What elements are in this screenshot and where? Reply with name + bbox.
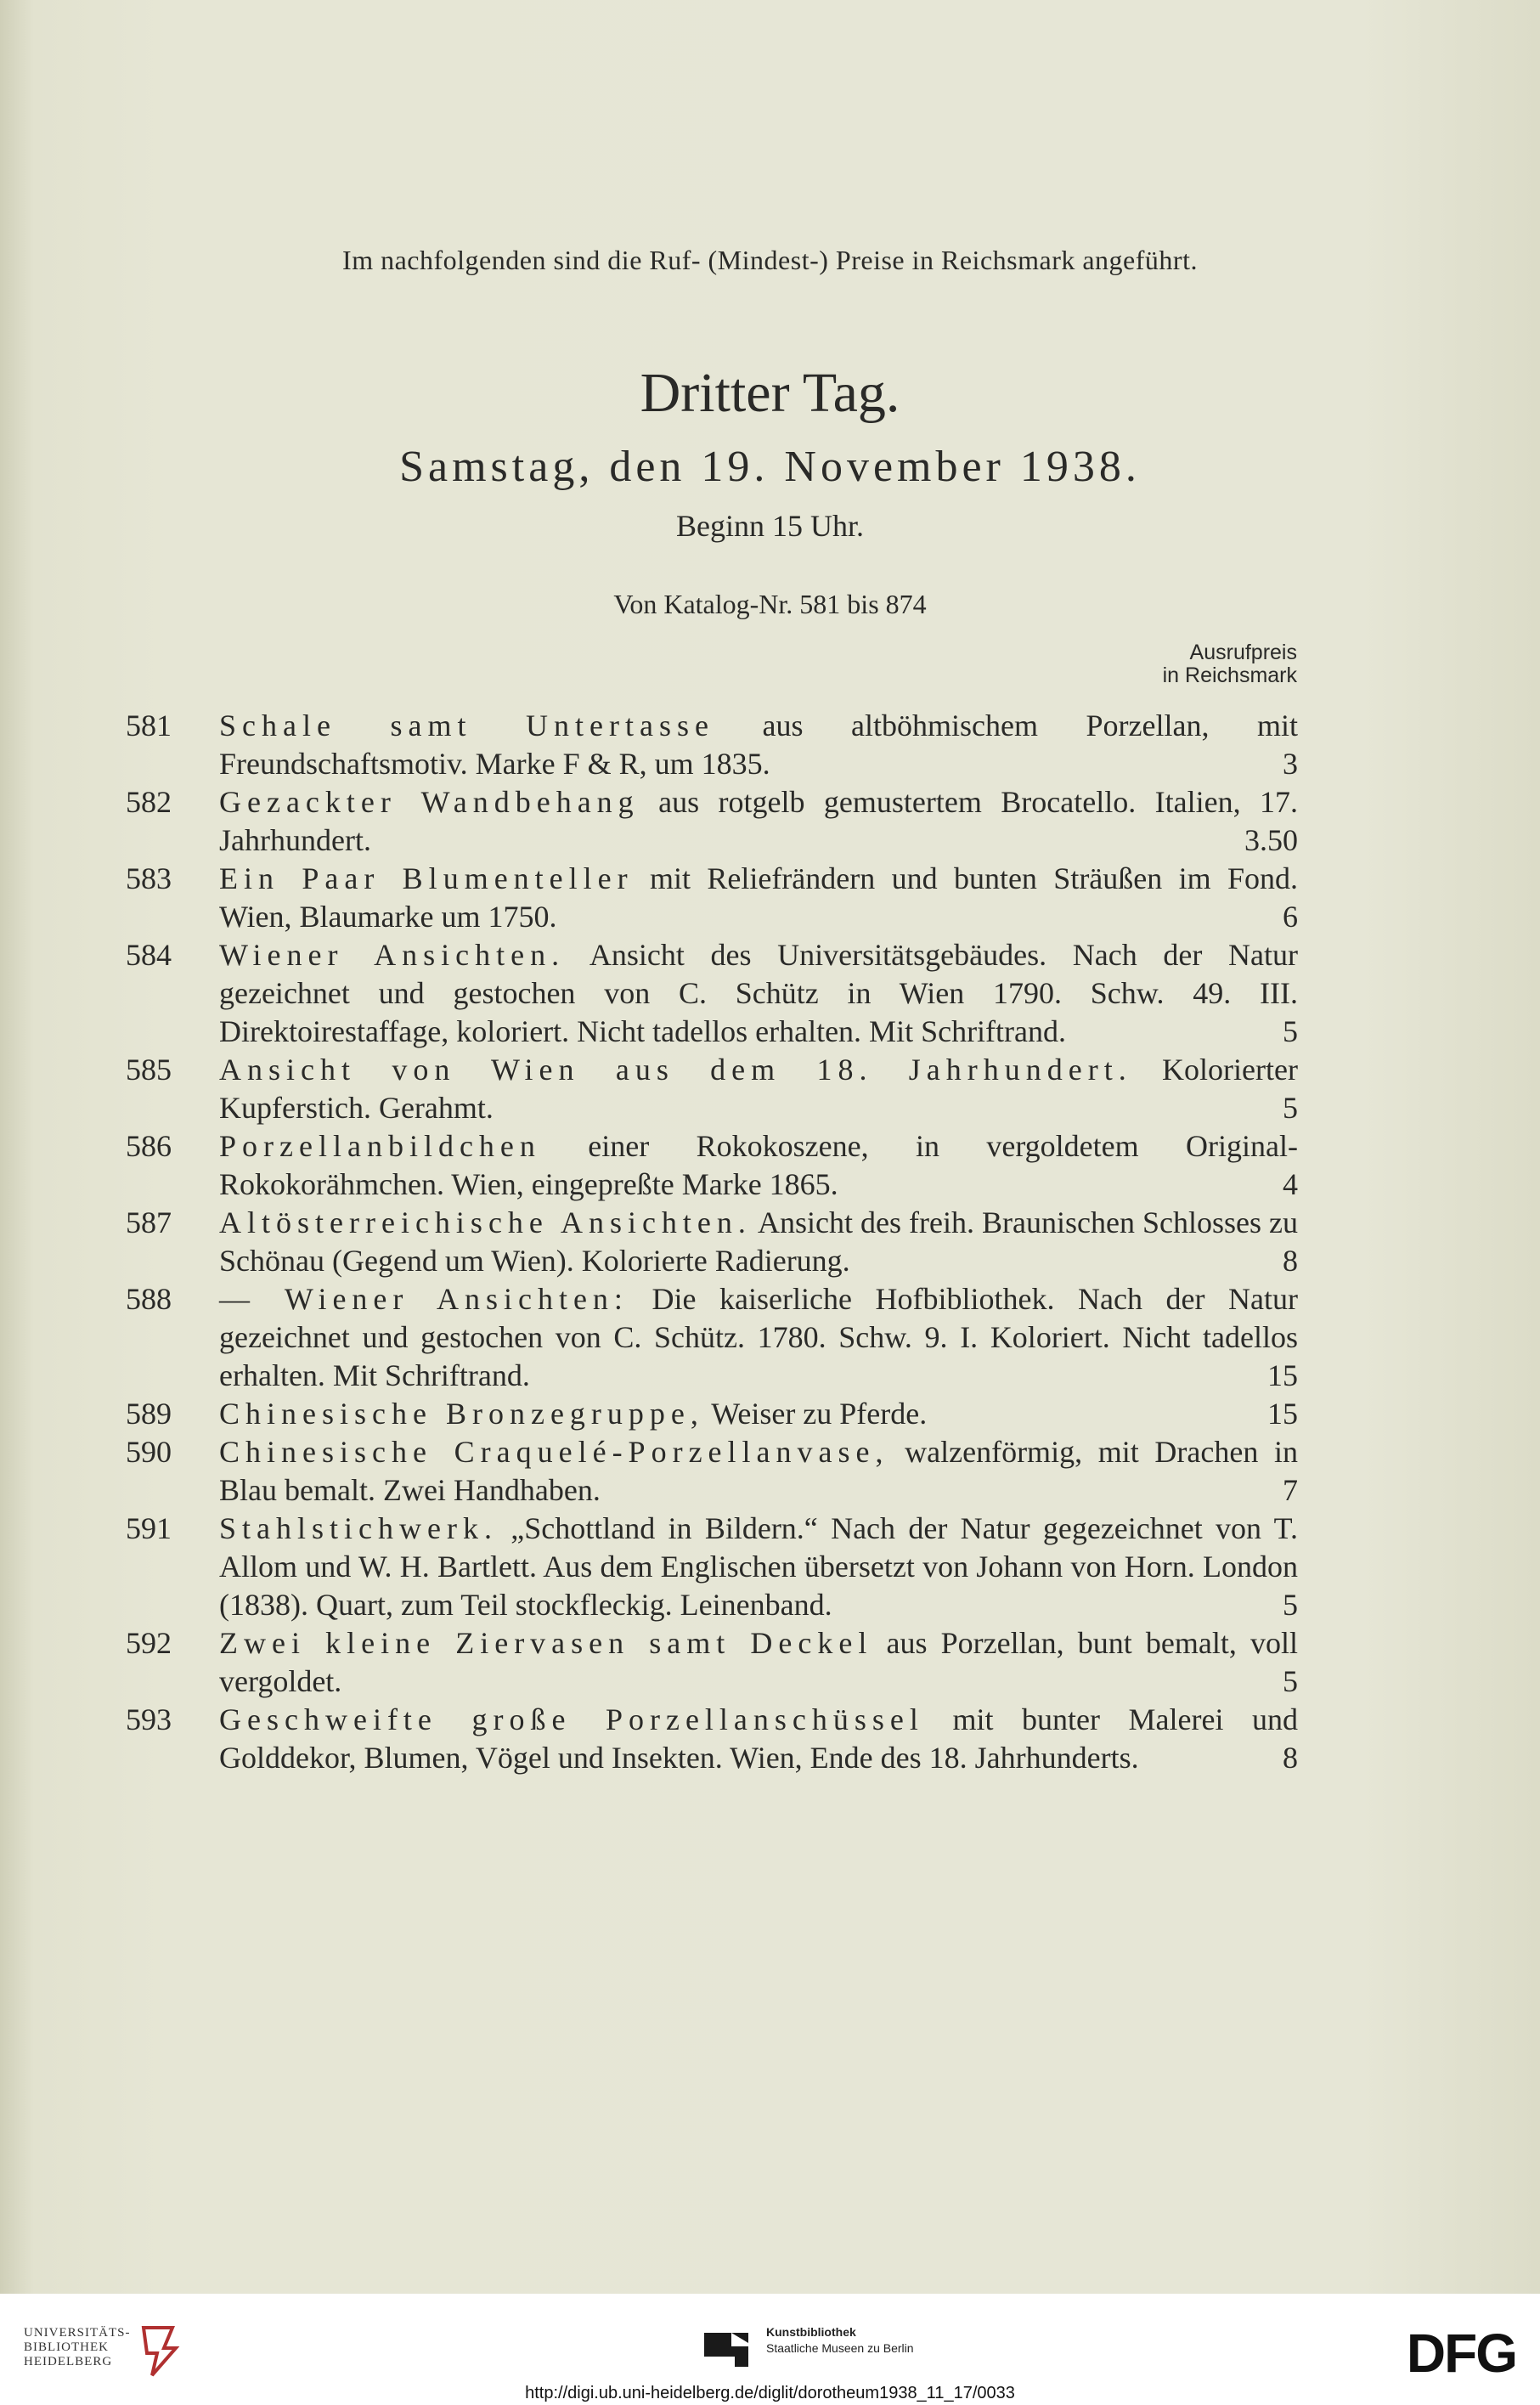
catalog-range: Von Katalog-Nr. 581 bis 874: [613, 589, 927, 619]
entry-number: 589: [126, 1397, 172, 1431]
entry-text: mit bunter Malerei und Golddekor, Blumen, Vögel und Insekten. Wien, Ende des 18. Jahrhunderts.: [219, 1702, 1298, 1775]
entry-number: 590: [126, 1435, 172, 1469]
entry-description: [219, 1433, 1298, 1510]
entry-description: [219, 860, 1298, 936]
entry-text: Ansicht des Universitätsgebäudes. Nach der Natur gezeichnet und gestochen von C. Schütz in Wien 1790. Schw. 49. III. Direktoirestaffage, koloriert. Nicht tadellos erhalten. Mit Schriftrand.: [219, 938, 1299, 1048]
catalog-entry: [0, 1624, 1540, 1701]
kunstbibliothek-logo-icon[interactable]: [701, 2323, 752, 2370]
entry-price: 5: [1283, 1014, 1298, 1048]
entry-number: 584: [126, 938, 172, 972]
entry-title: Geschweifte große Porzellanschüssel: [219, 1702, 924, 1736]
entry-description: [219, 936, 1298, 1051]
entry-description: [219, 1204, 1298, 1280]
kb-line1: Kunstbibliothek: [766, 2325, 856, 2339]
entry-text: Ansicht des freih. Braunischen Schlosses zu Schönau (Gegend um Wien). Kolorierte Radierung.: [219, 1205, 1298, 1278]
entry-title: Chinesische Bronzegruppe,: [219, 1397, 704, 1431]
catalog-entry: [0, 1510, 1540, 1624]
catalog-entry: [0, 936, 1540, 1051]
entry-description: [219, 1051, 1298, 1127]
uni-line3: HEIDELBERG: [24, 2355, 113, 2368]
entry-number: 592: [126, 1626, 172, 1660]
catalog-entry: [0, 707, 1540, 783]
heidelberg-logo-icon[interactable]: [138, 2319, 184, 2379]
source-url-link[interactable]: http://digi.ub.uni-heidelberg.de/diglit/dorotheum1938_11_17/0033: [525, 2384, 1015, 2402]
entry-price: 7: [1283, 1473, 1298, 1507]
entry-number: 593: [126, 1702, 172, 1736]
entry-title: Gezackter Wandbehang: [219, 785, 640, 819]
catalog-entry: [0, 783, 1540, 860]
entry-price: 15: [1267, 1397, 1298, 1431]
entry-text: aus altböhmischem Porzellan, mit Freundschaftsmotiv. Marke F & R, um 1835.: [219, 709, 1298, 781]
dfg-logo[interactable]: DFG: [1406, 2323, 1516, 2384]
entry-text: Weiser zu Pferde.: [703, 1397, 928, 1431]
price-header-line2: in Reichsmark: [1162, 663, 1297, 687]
entry-number: 591: [126, 1511, 172, 1545]
entry-description: [219, 707, 1298, 783]
entry-description: [219, 1127, 1298, 1204]
entry-text: Kolorierter Kupferstich. Gerahmt.: [219, 1053, 1298, 1125]
entry-price: 3: [1283, 747, 1298, 781]
entry-description: [219, 1510, 1298, 1624]
entry-price: 8: [1283, 1244, 1298, 1278]
catalog-entry: [0, 1051, 1540, 1127]
entry-number: 587: [126, 1205, 172, 1239]
catalog-entry: [0, 1701, 1540, 1777]
entry-price: 5: [1283, 1588, 1298, 1622]
catalog-entry: [0, 860, 1540, 936]
entry-number: 588: [126, 1282, 172, 1316]
catalog-entry: [0, 1433, 1540, 1510]
entry-text: walzenförmig, mit Drachen in Blau bemalt. Zwei Handhaben.: [219, 1435, 1298, 1507]
catalog-entry: [0, 1204, 1540, 1280]
entry-text: aus Porzellan, bunt bemalt, voll vergoldet.: [219, 1626, 1299, 1698]
entry-price: 4: [1283, 1167, 1298, 1201]
entry-title: Chinesische Craquelé-Porzellanvase,: [219, 1435, 889, 1469]
day-title: Dritter Tag.: [640, 362, 900, 424]
entry-price: 6: [1283, 900, 1298, 934]
begin-time: Beginn 15 Uhr.: [676, 509, 864, 543]
entry-number: 583: [126, 861, 172, 895]
entry-description: [219, 1280, 1298, 1395]
entry-title: — Wiener Ansichten:: [219, 1282, 629, 1316]
university-library-label[interactable]: [24, 2326, 131, 2369]
entry-text: einer Rokokoszene, in vergoldetem Original-Rokokorähmchen. Wien, eingepreßte Marke 1865.: [219, 1129, 1298, 1201]
entry-title: Wiener Ansichten.: [219, 938, 566, 972]
entry-description: [219, 1395, 1298, 1433]
entry-number: 586: [126, 1129, 172, 1163]
price-column-header: [1163, 641, 1297, 687]
entry-number: 581: [126, 709, 172, 742]
entry-title: Ansicht von Wien aus dem 18. Jahrhundert.: [219, 1053, 1132, 1087]
kb-line2: Staatliche Museen zu Berlin: [766, 2341, 914, 2355]
entry-number: 585: [126, 1053, 172, 1087]
entry-price: 3.50: [1244, 823, 1298, 857]
entry-description: [219, 1624, 1298, 1701]
entry-title: Ein Paar Blumenteller: [219, 861, 634, 895]
entry-text: Die kaiserliche Hofbibliothek. Nach der Natur gezeichnet und gestochen von C. Schütz. 1780. Schw. 9. I. Koloriert. Nicht tadellos erhalten. Mit Schriftrand.: [219, 1282, 1298, 1392]
entry-price: 8: [1283, 1741, 1298, 1775]
entry-text: aus rotgelb gemustertem Brocatello. Italien, 17. Jahrhundert.: [219, 785, 1298, 857]
entry-price: 5: [1283, 1664, 1298, 1698]
entry-price: 15: [1267, 1358, 1298, 1392]
price-header-line1: Ausrufpreis: [1189, 641, 1297, 664]
entry-number: 582: [126, 785, 172, 819]
footer-bar: [0, 2294, 1540, 2405]
entry-title: Altösterreichische Ansichten.: [219, 1205, 752, 1239]
entry-title: Stahlstichwerk.: [219, 1511, 498, 1545]
uni-line1: UNIVERSITÄTS-: [24, 2326, 131, 2340]
catalog-entries: [0, 707, 1540, 1777]
catalog-entry: [0, 1127, 1540, 1204]
catalog-entry: [0, 1395, 1540, 1433]
entry-description: [219, 1701, 1298, 1777]
entry-title: Zwei kleine Ziervasen samt Deckel: [219, 1626, 873, 1660]
catalog-entry: [0, 1280, 1540, 1395]
entry-description: [219, 783, 1298, 860]
uni-line2: BIBLIOTHEK: [24, 2340, 109, 2354]
entry-text: mit Reliefrändern und bunten Sträußen im Fond. Wien, Blaumarke um 1750.: [219, 861, 1299, 934]
entry-price: 5: [1283, 1091, 1298, 1125]
entry-title: Schale samt Untertasse: [219, 709, 714, 742]
intro-text: Im nachfolgenden sind die Ruf- (Mindest-) Preise in Reichsmark angeführt.: [342, 245, 1198, 275]
entry-text: „Schottland in Bildern.“ Nach der Natur gegezeichnet von T. Allom und W. H. Bartlett. Aus dem Englischen übersetzt von Johann von Horn. London (1838). Quart, zum Teil stockfleckig. Leinenband.: [219, 1511, 1298, 1622]
kunstbibliothek-label[interactable]: [766, 2324, 914, 2357]
entry-title: Porzellanbildchen: [219, 1129, 541, 1163]
date-line: Samstag, den 19. November 1938.: [399, 443, 1141, 491]
